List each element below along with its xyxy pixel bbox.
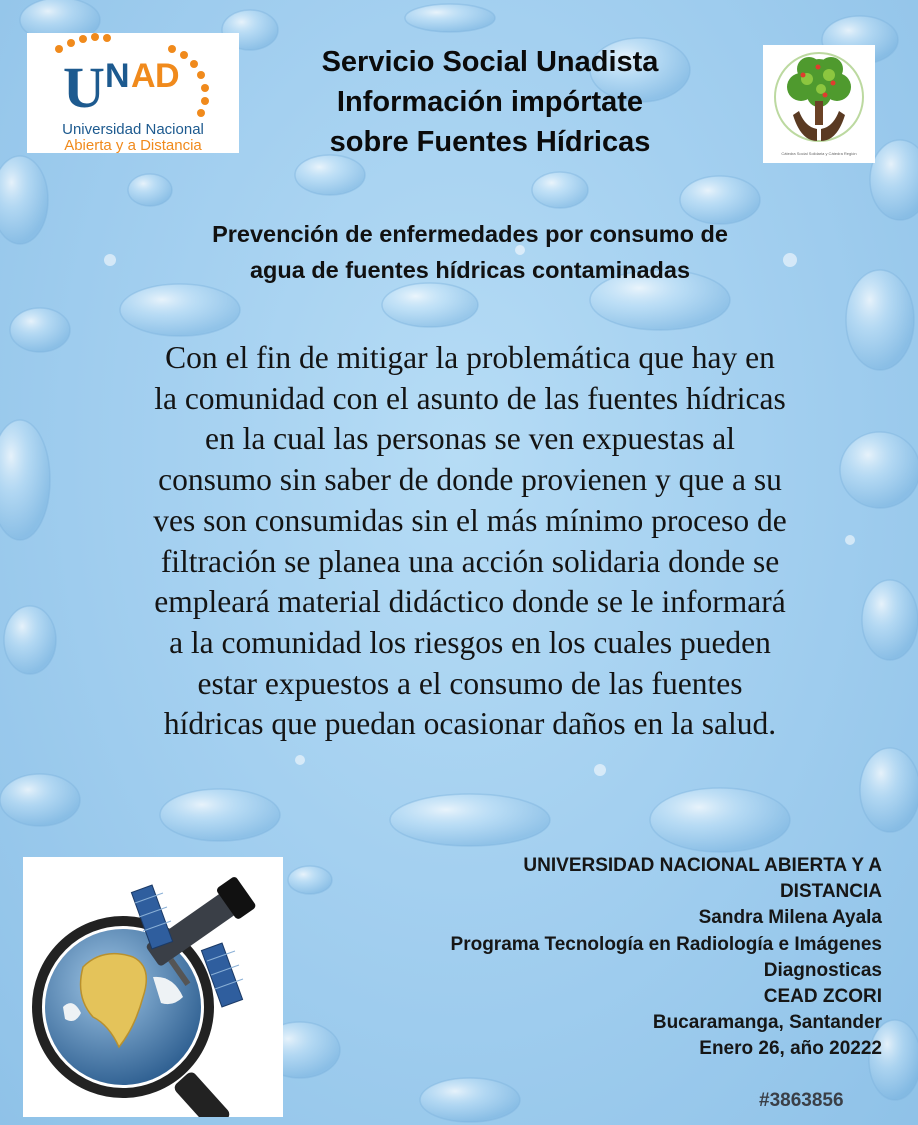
title-line-1: Servicio Social Unadista bbox=[321, 46, 659, 78]
body-line: filtración se planea una acción solidaria donde se bbox=[160, 543, 780, 579]
unad-logo bbox=[27, 33, 239, 153]
credits-block bbox=[282, 853, 882, 1063]
unad-logo-line2: Abierta y a Distancia bbox=[64, 137, 202, 153]
title-line-3: sobre Fuentes Hídricas bbox=[329, 126, 651, 158]
unad-logo-mark: U bbox=[63, 55, 105, 120]
body-line: ves son consumidas sin el más mínimo proceso de bbox=[153, 502, 787, 538]
subtitle-line-1: Prevención de enfermedades por consumo de bbox=[212, 221, 728, 247]
globe-telescope-logo bbox=[23, 857, 283, 1117]
credits-program-line-1: Programa Tecnología en Radiología e Imágenes bbox=[450, 933, 882, 955]
body-line: Con el fin de mitigar la problemática que hay en bbox=[165, 340, 775, 375]
body-paragraph bbox=[40, 338, 900, 745]
svg-text:A: A bbox=[131, 57, 156, 95]
body-line: consumo sin saber de donde provienen y que a su bbox=[158, 462, 782, 498]
svg-text:D: D bbox=[155, 57, 180, 95]
page-title bbox=[250, 42, 730, 162]
credits-university-line-2: DISTANCIA bbox=[779, 881, 882, 903]
body-line: a la comunidad los riesgos en los cuales pueden bbox=[169, 624, 771, 660]
title-line-2: Información impórtate bbox=[336, 86, 644, 118]
section-subtitle bbox=[40, 216, 900, 288]
subtitle-line-2: agua de fuentes hídricas contaminadas bbox=[249, 257, 691, 283]
body-line: la comunidad con el asunto de las fuentes hídricas bbox=[154, 380, 786, 416]
globe-telescope-icon bbox=[23, 857, 283, 1117]
body-line: en la cual las personas se ven expuestas al bbox=[204, 421, 736, 457]
svg-text:N: N bbox=[105, 57, 130, 95]
catedra-logo bbox=[763, 45, 875, 163]
tree-hands-icon bbox=[763, 45, 875, 163]
body-line: hídricas que puedan ocasionar daños en la salud. bbox=[163, 706, 777, 742]
credits-author: Sandra Milena Ayala bbox=[698, 907, 882, 929]
credits-university-line-1: UNIVERSIDAD NACIONAL ABIERTA Y A bbox=[523, 855, 882, 876]
reference-code: #3863856 bbox=[759, 1090, 844, 1111]
credits-cead: CEAD ZCORI bbox=[763, 986, 882, 1008]
credits-program-line-2: Diagnosticas bbox=[763, 959, 882, 981]
body-line: estar expuestos a el consumo de las fuentes bbox=[197, 665, 743, 701]
catedra-ring-text: Cátedra Social Solidaria y Cátedra Región bbox=[781, 151, 857, 156]
credits-date: Enero 26, año 20222 bbox=[699, 1038, 882, 1060]
body-line: empleará material didáctico donde se le informará bbox=[154, 584, 786, 620]
unad-logo-line1: Universidad Nacional bbox=[62, 121, 204, 138]
credits-city: Bucaramanga, Santander bbox=[652, 1012, 882, 1034]
